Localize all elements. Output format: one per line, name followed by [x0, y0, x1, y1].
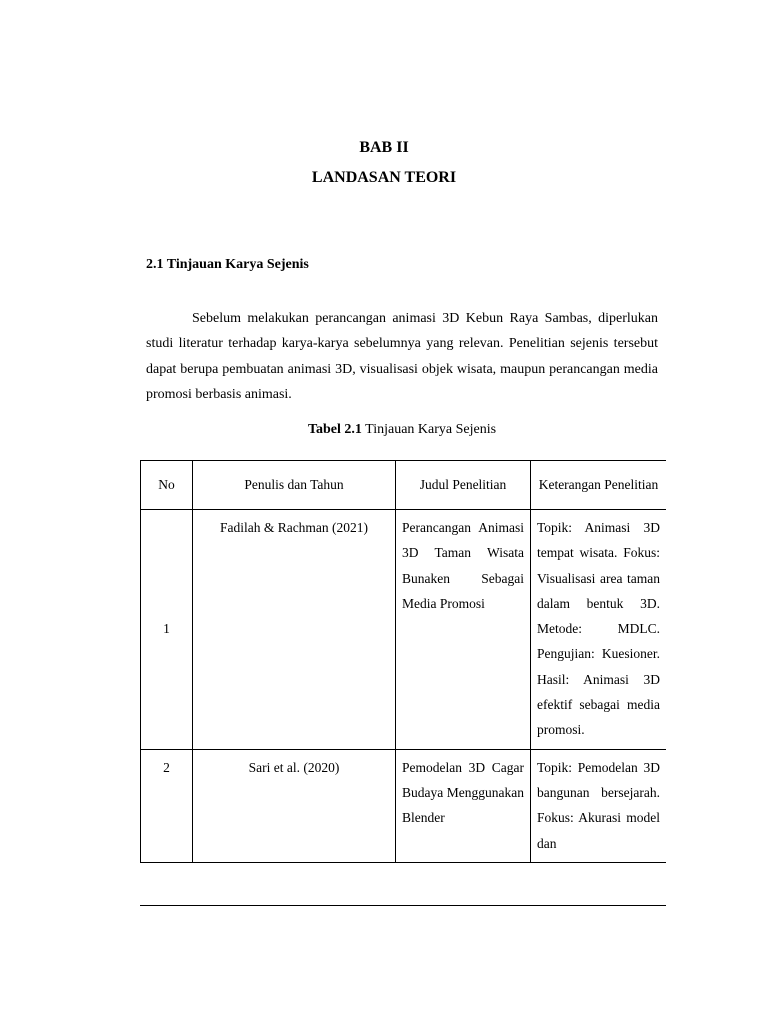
row-title: Pemodelan 3D Cagar Budaya Menggunakan Blender	[396, 749, 531, 862]
row-author: Sari et al. (2020)	[193, 749, 396, 862]
literature-review-table-wrapper	[140, 460, 666, 906]
table-row	[141, 510, 667, 750]
row-title: Perancangan Animasi 3D Taman Wisata Bunaken Sebagai Media Promosi	[396, 510, 531, 750]
row-number: 1	[141, 510, 193, 750]
header-author: Penulis dan Tahun	[193, 461, 396, 510]
header-title: Judul Penelitian	[396, 461, 531, 510]
row-notes: Topik: Pemodelan 3D bangunan bersejarah. Fokus: Akurasi model dan	[531, 749, 667, 862]
chapter-title: LANDASAN TEORI	[311, 169, 457, 186]
chapter-number: BAB II	[359, 139, 409, 156]
header-no: No	[141, 461, 193, 510]
row-number: 2	[141, 749, 193, 862]
row-author: Fadilah & Rachman (2021)	[193, 510, 396, 750]
table-caption-text: Tinjauan Karya Sejenis	[365, 422, 497, 437]
section-heading: 2.1 Tinjauan Karya Sejenis	[146, 257, 309, 272]
table-caption-label: Tabel 2.1	[307, 422, 362, 437]
body-paragraph: Sebelum melakukan perancangan animasi 3D Kebun Raya Sambas, diperlukan studi literatur terhadap karya-karya sebelumnya yang relevan. Penelitian sejenis tersebut dapat berupa pembuatan animasi 3D, visualisasi objek wisata, maupun perancangan media promosi berbasis animasi.	[146, 311, 658, 402]
header-notes: Keterangan Penelitian	[531, 461, 667, 510]
literature-review-table	[140, 460, 666, 863]
table-row	[141, 749, 667, 862]
table-header-row	[141, 461, 667, 510]
row-notes: Topik: Animasi 3D tempat wisata. Fokus: Visualisasi area taman dalam bentuk 3D. Metode: MDLC. Pengujian: Kuesioner. Hasil: Animasi 3D efektif sebagai media promosi.	[531, 510, 667, 750]
table-caption	[0, 421, 768, 439]
